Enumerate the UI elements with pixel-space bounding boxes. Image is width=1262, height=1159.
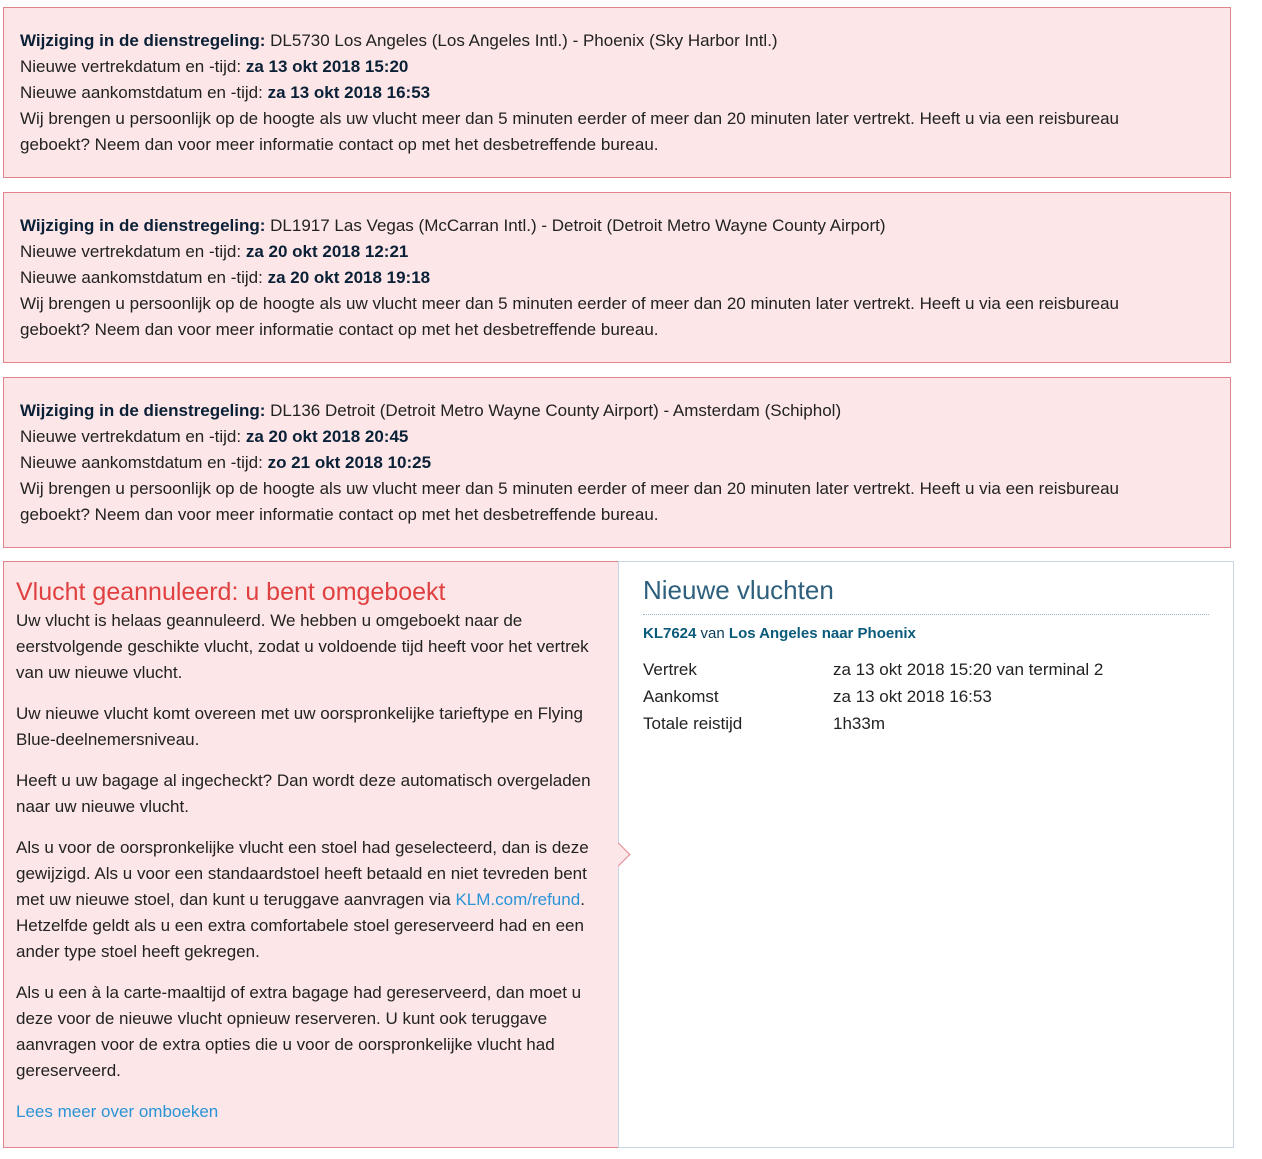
arrival-label: Nieuwe aankomstdatum en -tijd: <box>20 453 263 472</box>
alert-label: Wijziging in de dienstregeling: <box>20 216 266 235</box>
alert-flight: DL1917 Las Vegas (McCarran Intl.) - Detroit (Detroit Metro Wayne County Airport) <box>270 216 886 235</box>
alert-flight: DL5730 Los Angeles (Los Angeles Intl.) - Phoenix (Sky Harbor Intl.) <box>270 31 778 50</box>
alert-note: Wij brengen u persoonlijk op de hoogte als uw vlucht meer dan 5 minuten eerder of meer dan 20 minuten later vertrekt. Heeft u via een reisbureau geboekt? Neem dan voor meer informatie contact op met het desbetreffende bureau. <box>20 479 1120 524</box>
arrival-value: zo 21 okt 2018 10:25 <box>267 453 432 472</box>
departure-label: Nieuwe vertrekdatum en -tijd: <box>20 242 242 261</box>
new-flights-title: Nieuwe vluchten <box>643 572 1209 615</box>
cancellation-title: Vlucht geannuleerd: u bent omgeboekt <box>16 578 446 606</box>
cancellation-paragraph: Als u een à la carte-maaltijd of extra bagage had gereserveerd, dan moet u deze voor de nieuwe vlucht opnieuw reserveren. U kunt ook teruggave aanvragen voor de extra opties die u voor de oorspronkelijke vlucht had gereserveerd. <box>16 983 582 1080</box>
departure-label: Nieuwe vertrekdatum en -tijd: <box>20 427 242 446</box>
cancellation-paragraph: Uw nieuwe vlucht komt overeen met uw oorspronkelijke tarieftype en Flying Blue-deelnemersniveau. <box>16 704 583 749</box>
schedule-change-alert <box>3 377 1231 548</box>
detail-row <box>643 683 1209 710</box>
cancellation-paragraph <box>16 835 606 965</box>
cancellation-paragraph: Uw vlucht is helaas geannuleerd. We hebben u omgeboekt naar de eerstvolgende geschikte vlucht, zodat u voldoende tijd heeft voor het vertrek van uw nieuwe vlucht. <box>16 611 589 682</box>
departure-label: Nieuwe vertrekdatum en -tijd: <box>20 57 242 76</box>
flight-number: KL7624 <box>643 625 697 642</box>
alert-flight: DL136 Detroit (Detroit Metro Wayne County Airport) - Amsterdam (Schiphol) <box>270 401 842 420</box>
schedule-change-alert <box>3 7 1231 178</box>
arrival-label: Nieuwe aankomstdatum en -tijd: <box>20 83 263 102</box>
alert-note: Wij brengen u persoonlijk op de hoogte als uw vlucht meer dan 5 minuten eerder of meer dan 20 minuten later vertrekt. Heeft u via een reisbureau geboekt? Neem dan voor meer informatie contact op met het desbetreffende bureau. <box>20 294 1120 339</box>
departure-value: za 20 okt 2018 20:45 <box>245 427 409 446</box>
departure-value: za 13 okt 2018 15:20 <box>245 57 409 76</box>
route-cities: Los Angeles naar Phoenix <box>728 625 916 642</box>
departure-value: za 20 okt 2018 12:21 <box>245 242 409 261</box>
route-van: van <box>700 625 725 642</box>
seat-text-after: . Hetzelfde geldt als u een extra comfortabele stoel gereserveerd had en een ander type stoel heeft gekregen. <box>16 890 585 961</box>
refund-link[interactable]: KLM.com/refund <box>455 890 581 909</box>
detail-label: Vertrek <box>643 660 697 679</box>
detail-value: 1h33m <box>833 714 885 733</box>
detail-label: Aankomst <box>643 687 719 706</box>
alert-label: Wijziging in de dienstregeling: <box>20 31 266 50</box>
cancellation-panel <box>3 561 619 1148</box>
seat-text-before: Als u voor de oorspronkelijke vlucht een stoel had geselecteerd, dan is deze gewijzigd. Als u voor een standaardstoel heeft betaald en niet tevreden bent met uw nieuwe stoel, dan kunt u teruggave aanvragen via <box>16 838 589 909</box>
detail-row <box>643 656 1209 683</box>
alert-note: Wij brengen u persoonlijk op de hoogte als uw vlucht meer dan 5 minuten eerder of meer dan 20 minuten later vertrekt. Heeft u via een reisbureau geboekt? Neem dan voor meer informatie contact op met het desbetreffende bureau. <box>20 109 1120 154</box>
read-more-rebooking-link[interactable]: Lees meer over omboeken <box>16 1102 219 1121</box>
cancellation-paragraph: Heeft u uw bagage al ingecheckt? Dan wordt deze automatisch overgeladen naar uw nieuwe vlucht. <box>16 771 591 816</box>
detail-value: za 13 okt 2018 16:53 <box>833 687 992 706</box>
flight-details <box>643 656 1209 737</box>
alert-label: Wijziging in de dienstregeling: <box>20 401 266 420</box>
detail-row <box>643 710 1209 737</box>
schedule-change-alert <box>3 192 1231 363</box>
arrival-value: za 13 okt 2018 16:53 <box>267 83 431 102</box>
detail-label: Totale reistijd <box>643 714 743 733</box>
arrival-value: za 20 okt 2018 19:18 <box>267 268 431 287</box>
new-flights-panel <box>618 561 1234 1148</box>
flight-route <box>643 625 1209 642</box>
arrival-label: Nieuwe aankomstdatum en -tijd: <box>20 268 263 287</box>
detail-value: za 13 okt 2018 15:20 van terminal 2 <box>833 660 1104 679</box>
